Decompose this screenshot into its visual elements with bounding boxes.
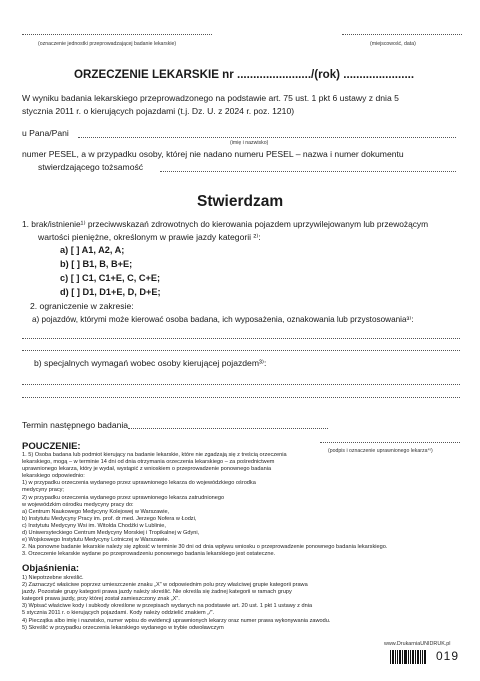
objasnienia-line: 5 stycznia 2011 r. o kierujących pojazdami. Kody należy oddzielić znakiem „/”. [22, 610, 215, 617]
name-field-line[interactable] [78, 137, 456, 138]
pouczenie-line: lekarskiego odpowiednio: [22, 473, 85, 480]
section-heading-stwierdzam: Stwierdzam [197, 193, 284, 210]
signature-caption: (podpis i oznaczenie uprawnionego lekarza⁴⁾) [328, 448, 433, 454]
intro-line-1: W wyniku badania lekarskiego przeprowadzonego na podstawie art. 75 ust. 1 pkt 6 ustawy z dnia 5 [22, 93, 399, 103]
point-1-line-2: wartości pieniężne, określonym w prawie jazdy kategorii ²⁾: [38, 232, 261, 242]
pouczenie-line: 2) w przypadku orzeczenia wydanego przez uprawnionego lekarza zatrudnionego [22, 494, 225, 501]
objasnienia-line: jazdy. Pozostałe grupy kategorii prawa jazdy należy skreślić. Nie określa się żadnej kategorii w ramach grupy [22, 589, 292, 596]
pouczenie-line: medycyny pracy; [22, 487, 64, 494]
objasnienia-line: 4) Pieczątka albo imię i nazwisko, numer wpisu do ewidencji uprawnionych lekarzy oraz numer prawa wykonywania zawodu. [22, 617, 331, 624]
objasnienia-line: kategorii prawa jazdy, przy której został zamieszczony znak „X”. [22, 596, 180, 603]
pouczenie-line: lekarskiego, mogą – w terminie 14 dni od dnia otrzymania orzeczenia lekarskiego – za pośrednictwem [22, 459, 275, 466]
pouczenie-line: uprawnionego lekarza, który je wydał, wystąpić z wnioskiem o przeprowadzenie ponownego badania [22, 466, 272, 473]
objasnienia-text [22, 575, 462, 632]
pesel-line-1: numer PESEL, a w przypadku osoby, której nie nadano numeru PESEL – nazwa i numer dokumentu [22, 149, 404, 159]
point-1-line-1: 1. brak/istnienie¹⁾ przeciwwskazań zdrowotnych do kierowania pojazdem uprzywilejowanym lub przewożącym [22, 219, 429, 229]
pouczenie-line: 1) w przypadku orzeczenia wydanego przez uprawnionego lekarza do wojewódzkiego ośrodka [22, 480, 256, 487]
restriction-a-line-1[interactable] [22, 338, 460, 339]
pouczenie-text [22, 452, 462, 558]
place-date-caption: (miejscowość, data) [370, 41, 416, 47]
unit-designation-caption: (oznaczenie jednostki przeprowadzającej badanie lekarskie) [38, 41, 177, 47]
publisher-website: www.DrukarniaUNIDRUK.pl [384, 641, 451, 647]
intro-line-2: stycznia 2011 r. o kierujących pojazdami (t.j. Dz. U. z 2024 r. poz. 1210) [22, 106, 295, 116]
objasnienia-line: 1) Niepotrzebne skreślić. [22, 575, 84, 581]
point-2-title: 2. ograniczenie w zakresie: [30, 301, 134, 311]
unit-designation-line [22, 34, 212, 35]
pouczenie-heading: POUCZENIE: [22, 441, 81, 452]
document-title: ORZECZENIE LEKARSKIE nr ......................./(rok) ...................... [74, 68, 415, 81]
pouczenie-line: c) Instytutu Medycyny Wsi im. Witolda Chodźki w Lublinie, [22, 522, 166, 529]
pouczenie-line: 2. Na ponowne badanie lekarskie należy się zgłosić w terminie 30 dni od dnia wpływu wniosku o przeprowadzenie ponownego badania lekarskiego. [22, 544, 388, 551]
pouczenie-line: e) Wojskowego Instytutu Medycyny Lotniczej w Warszawie. [22, 537, 170, 544]
barcode-icon [390, 650, 426, 664]
pouczenie-line: w wojewódzkim ośrodku medycyny pracy do: [22, 501, 134, 508]
pesel-line-2: stwierdzającego tożsamość [38, 162, 144, 172]
place-date-line [342, 34, 462, 35]
restriction-b-line-2[interactable] [22, 397, 460, 398]
pouczenie-line: 1. 5) Osoba badana lub podmiot kierujący na badanie lekarskie, które nie zgadzają się z treścią orzeczenia [22, 452, 287, 458]
category-option-b[interactable]: b) [ ] B1, B, B+E; [60, 259, 133, 269]
pan-pani-label: u Pana/Pani [22, 128, 69, 138]
form-code: 019 [436, 649, 460, 663]
pouczenie-line: b) Instytutu Medycyny Pracy im. prof. dr med. Jerzego Nofera w Łodzi, [22, 515, 197, 522]
objasnienia-line: 3) Wpisać właściwe kody i subkody określone w przepisach wydanych na podstawie art. 20 ust. 1 pkt 1 ustawy z dnia [22, 603, 313, 610]
category-option-a[interactable]: a) [ ] A1, A2, A; [60, 245, 125, 255]
pesel-field-line[interactable] [160, 171, 456, 172]
objasnienia-heading: Objaśnienia: [22, 563, 80, 574]
restriction-a-line-2[interactable] [22, 350, 460, 351]
pouczenie-line: a) Centrum Naukowego Medycyny Kolejowej w Warszawie, [22, 508, 170, 515]
objasnienia-line: 5) Skreślić w przypadku orzeczenia lekarskiego wydanego w trybie odwoławczym [22, 624, 224, 631]
point-2-a: a) pojazdów, którymi może kierować osoba badana, ich wyposażenia, oznakowania lub przystosowania³⁾: [32, 315, 414, 324]
name-caption: (imię i nazwisko) [230, 140, 269, 146]
next-exam-field[interactable] [128, 428, 328, 429]
restriction-b-line-1[interactable] [22, 384, 460, 385]
pouczenie-line: d) Uniwersyteckiego Centrum Medycyny Morskiej i Tropikalnej w Gdyni, [22, 530, 200, 537]
pouczenie-line: 3. Orzeczenie lekarskie wydane po przeprowadzeniu ponownego badania lekarskiego jest ostateczne. [22, 551, 276, 558]
category-option-d[interactable]: d) [ ] D1, D1+E, D, D+E; [60, 287, 161, 297]
objasnienia-line: 2) Zaznaczyć właściwe poprzez umieszczenie znaku „X” w odpowiednim polu przy właściwej grupie kategorii prawa [22, 582, 308, 589]
category-option-c[interactable]: c) [ ] C1, C1+E, C, C+E; [60, 273, 161, 283]
next-exam-label: Termin następnego badania [22, 420, 129, 430]
signature-line[interactable] [320, 442, 460, 443]
point-2-b: b) specjalnych wymagań wobec osoby kierującej pojazdem³⁾: [34, 358, 267, 368]
